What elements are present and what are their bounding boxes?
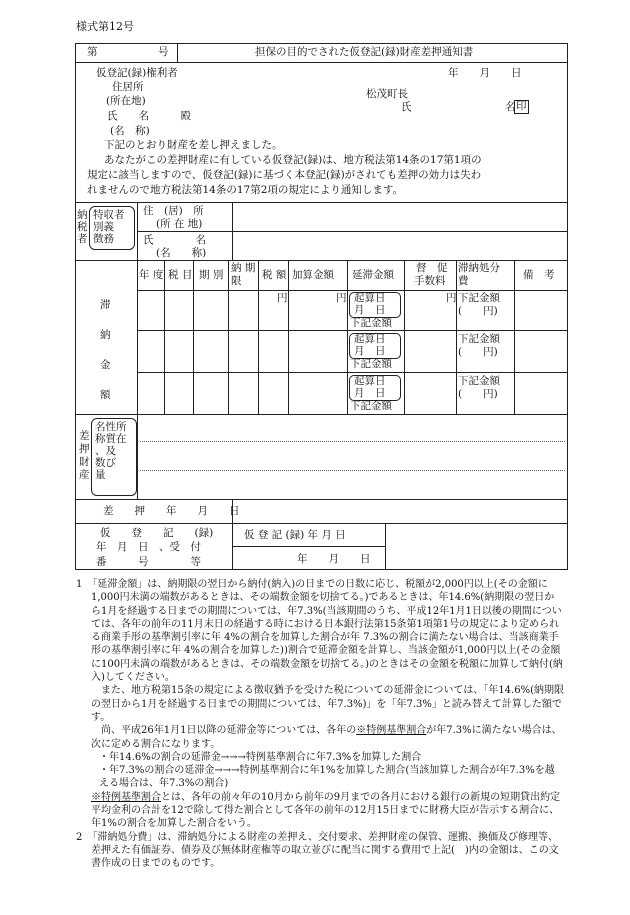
additional-yen-unit: 円 [336, 292, 347, 304]
registration-date-label: 仮 登 記 (録) 年 月 日 [244, 529, 346, 541]
rights-holder-label: 仮登記(録)権利者 [96, 67, 178, 79]
note-list-item-1: ・年14.6%の割合の延滞金→→→特例基準割合に年7.3%を加算した割合 [99, 751, 422, 763]
note-2: 2 「滞納処分費」は、滞納処分による財産の差押え、交付要求、差押財産の保管、運搬、換価及び修理等、差押えた有価証券、債券及び無体財産権等の取立並びに配当に関する費用で上記( )内の金額は、この文書作成の日までのものです。 [76, 831, 559, 870]
table-row: 下記金額 [350, 317, 392, 329]
go-label: 号 [158, 46, 169, 58]
seal-mark: 印 [516, 100, 527, 112]
taxpayer-name-label: 氏 名 [143, 234, 206, 246]
form-number: 様式第12号 [76, 20, 134, 33]
taxpayer-location-label: (所 在 地) [156, 218, 203, 230]
property-bracket-label: 名性所 称質在 、及 数び 量 [95, 421, 127, 481]
notes-section [76, 578, 564, 871]
col-additional: 加算金額 [292, 269, 334, 281]
name-honorific-label: 氏 名 殿 [107, 110, 191, 122]
col-remarks: 備 考 [523, 269, 555, 281]
table-row: 下記金額 [458, 375, 500, 387]
note-1c: 尚、平成26年1月1日以降の延滞金等については、各年の※特例基準割合が年7.3%に満たない場合は、次に定める割合になります。 [91, 725, 562, 750]
taxpayer-corp-label: (名 称) [156, 247, 207, 259]
note-1b: また、地方税第15条の規定による徴収猶予を受けた税についての延滞金については、「年14.6%(納期限の翌日から1月を経過する日までの期間については、年7.3%)」を「年7.3%」と読み替えて計算した額です。 [91, 685, 564, 723]
seizure-date-label: 差 押 年 月 日 [103, 505, 240, 517]
table-row: 月 日 [354, 304, 386, 316]
issue-date: 年 月 日 [448, 67, 522, 79]
registration-label-3: 番 号 等 [96, 556, 201, 568]
table-row: ( 円) [458, 305, 498, 317]
col-tax-item: 税 目 [168, 269, 193, 281]
table-row: 下記金額 [350, 400, 392, 412]
table-row: 下記金額 [350, 358, 392, 370]
note-1d: ※特例基準割合とは、各年の前々年の10月から前年の9月までの各月における銀行の新規の短期貸出約定平均金利の合計を12で除して得た割合として各年の前年の12月15日までに財務大臣が告示する割合に、年1%の割合を加算した割合をいう。 [91, 791, 561, 830]
delinquent-side-label: 滞 納 金 額 [100, 299, 111, 401]
fee-yen-unit: 円 [446, 292, 457, 304]
number-label: 第 [87, 46, 98, 58]
table-row: 起算日 [354, 292, 386, 304]
tax-yen-unit: 円 [277, 292, 288, 304]
table-row: 月 日 [354, 345, 386, 357]
col-tax-amount: 税 額 [262, 269, 287, 281]
corp-name-label: (名 称) [110, 125, 150, 137]
issuer-name-label-2: 名 [505, 101, 516, 113]
col-due-date-2: 限 [231, 275, 242, 287]
col-demand-fee-2: 手数料 [414, 275, 446, 287]
taxpayer-address-label: 住 (居) 所 [143, 205, 204, 217]
taxpayer-group-label: 納 税 者 [77, 209, 88, 245]
issuer-title: 松茂町長 [366, 88, 408, 100]
registration-label-2: 年 月 日 、受 付 [96, 541, 201, 553]
body-line-4: れませんので地方税法第14条の17第2項の規定により通知します。 [87, 184, 404, 196]
col-period: 期 別 [199, 269, 224, 281]
body-line-2: あなたがこの差押財産に有している仮登記(録)は、地方税法第14条の17第1項の [104, 154, 482, 166]
table-row: 下記金額 [458, 292, 500, 304]
registration-label-1: 仮 登 記 (録) [100, 527, 214, 539]
property-side-label: 差 押 財 産 [79, 430, 90, 481]
table-row: ( 円) [458, 346, 498, 358]
location-label: (所在地) [106, 95, 146, 107]
form-title: 担保の目的でされた仮登記(録)財産差押通知書 [255, 46, 474, 58]
body-line-3: 規定に該当しますので、仮登記(録)に基づく本登記(録)がされても差押の効力は失わ [87, 169, 482, 181]
residence-label: 住居所 [112, 81, 144, 93]
table-row: 起算日 [354, 375, 386, 387]
body-line-1: 下記のとおり財産を差し押えました。 [104, 139, 283, 151]
col-disposal-cost-2: 費 [458, 275, 469, 287]
table-row: 下記金額 [458, 333, 500, 345]
table-row: 起算日 [354, 333, 386, 345]
note-list-item-2: ・年7.3%の割合の延滞金→→→特例基準割合に年1%を加算した割合(当該加算した割合が年7.3%を越える場合は、年7.3%の割合) [99, 765, 555, 790]
special-collector-label: 特収者 別義 徴務 [93, 209, 125, 245]
table-row: 月 日 [354, 387, 386, 399]
col-late-fee: 延滞金額 [352, 269, 394, 281]
col-demand-fee: 督 促 [416, 262, 448, 274]
col-disposal-cost: 滞納処分 [458, 262, 500, 274]
col-fiscal-year: 年 度 [139, 269, 164, 281]
registration-date-value: 年 月 日 [297, 553, 371, 565]
note-1: 1 「延滞金額」は、納期限の翌日から納付(納入)の日までの日数に応じ、税額が2,000円以上(その金額に1,000円未満の端数があるときは、その端数金額を切捨てる。)であるときは、年14.6%(納期限の翌日から1月を経過する日までの期間については、年7.3%(当該期間のうち、平成12年1月1日以後の期間については、各年の前年の11月末日の経過する時における日本銀行法第15条第1項第1号の規定により定められる商業手形の基準割引率に年 4%の割合を加算した割合が年 7.3%の割合に満たない場合は、当該商業手形の基準割引率に年 4%の割合を加算した))割合で延滞金額を計算し、当該金額が1,000円以上(その金額に100円未満の端数があるときは、その端数金額を切捨てる。)のときはその金額を税額に加算して納付(納入)してください。 [76, 579, 563, 684]
col-due-date: 納 期 [231, 262, 256, 274]
issuer-name-label: 氏 [401, 101, 412, 113]
table-row: ( 円) [458, 388, 498, 400]
